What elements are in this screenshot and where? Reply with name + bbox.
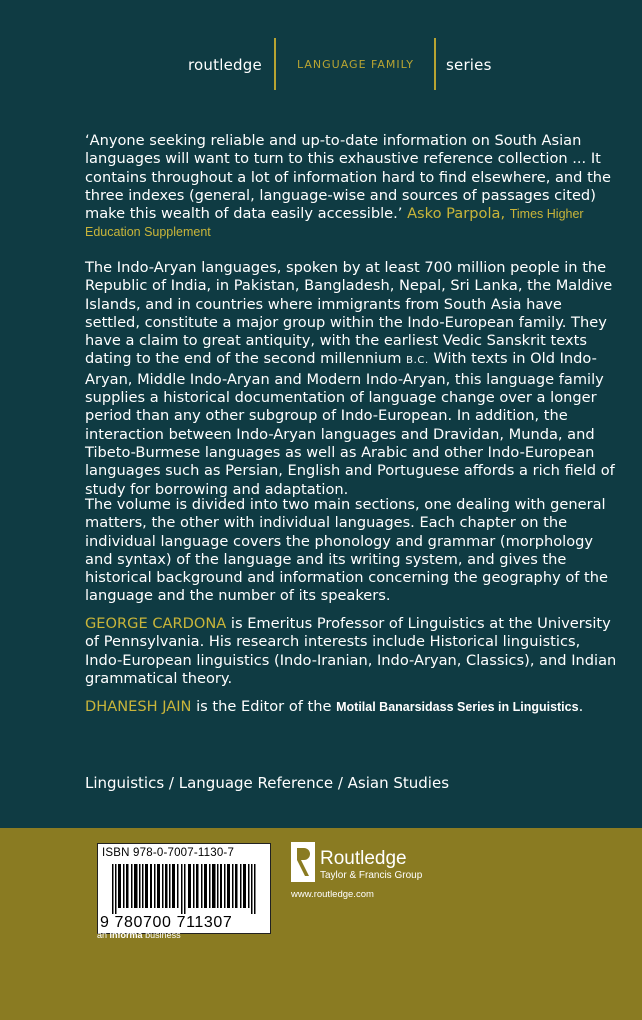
series-word-label: series <box>446 56 492 74</box>
header-divider-right <box>434 38 436 90</box>
informa-tagline <box>97 930 181 940</box>
author2-end: . <box>578 698 584 715</box>
author2-bio-text: is the Editor of the <box>196 698 332 715</box>
series-name-label: LANGUAGE FAMILY <box>297 58 414 71</box>
author2-series: Motilal Banarsidass Series in Linguistics <box>336 700 579 714</box>
series-header <box>0 38 642 90</box>
author2-bio <box>85 698 620 716</box>
series-publisher-label: routledge <box>188 56 262 74</box>
informa-suffix: business <box>145 930 181 940</box>
barcode-number: 9 780700 711307 <box>100 914 233 931</box>
author1-bio <box>85 615 620 688</box>
barcode-icon <box>98 864 270 914</box>
publisher-name: Routledge <box>320 848 407 869</box>
isbn-label: ISBN 978-0-7007-1130-7 <box>102 847 235 859</box>
publisher-url[interactable]: www.routledge.com <box>291 889 374 900</box>
author2-name: DHANESH JAIN <box>85 698 192 715</box>
header-divider-left <box>274 38 276 90</box>
description-part2: With texts in Old Indo-Aryan, Middle Indo-Aryan and Modern Indo-Aryan, this language family supplies a historical documentation of language change over a longer period than any other subgroup of Indo-European. In addition, the interaction between Indo-Aryan languages and Dravidan, Munda, and Tibeto-Burmese languages as well as Arabic and other Indo-European languages such as Persian, English and Portuguese affords a rich field of study for borrowing and adaptation. <box>85 350 615 498</box>
subject-categories: Linguistics / Language Reference / Asian Studies <box>85 774 450 792</box>
routledge-r-logo-icon <box>291 842 315 882</box>
bottom-band <box>0 828 642 1020</box>
description-era: B.C. <box>406 355 429 367</box>
author1-bio-text: is Emeritus Professor of Linguistics at the University of Pennsylvania. His research interests include Historical linguistics, Indo-European linguistics (Indo-Iranian, Indo-Aryan, Classics), and Indian grammatical theory. <box>85 615 617 687</box>
volume-paragraph: The volume is divided into two main sections, one dealing with general matters, the other with individual languages. Each chapter on the individual language covers the phonology and grammar (morphology and syntax) of the language and its writing system, and gives the historical background and information concerning the geography of the language and the number of its speakers. <box>85 496 609 605</box>
quote-source: Times Higher Education Supplement <box>85 207 584 240</box>
informa-brand: informa <box>109 930 143 940</box>
publisher-tagline: Taylor & Francis Group <box>320 870 423 881</box>
informa-prefix: an <box>97 930 108 940</box>
quote-text: ‘Anyone seeking reliable and up-to-date information on South Asian languages will want to turn to this exhaustive reference collection ... It contains throughout a lot of information hard to find elsewhere, and the three indexes (general, language-wise and sources of passages cited) make this wealth of data easily accessible.’ <box>85 132 612 223</box>
review-quote <box>85 132 620 242</box>
quote-author: Asko Parpola, <box>407 205 506 223</box>
description-part1: The Indo-Aryan languages, spoken by at least 700 million people in the Republic of India, in Pakistan, Bangladesh, Nepal, Sri Lanka, the Maldive Islands, and in countries where immigrants from South Asia have settled, constitute a major group within the Indo-European family. They have a claim to great antiquity, with the earliest Vedic Sanskrit texts dating to the end of the second millennium <box>85 259 613 368</box>
author1-name: GEORGE CARDONA <box>85 615 227 632</box>
description-paragraph <box>85 259 620 499</box>
barcode-panel <box>97 843 271 934</box>
